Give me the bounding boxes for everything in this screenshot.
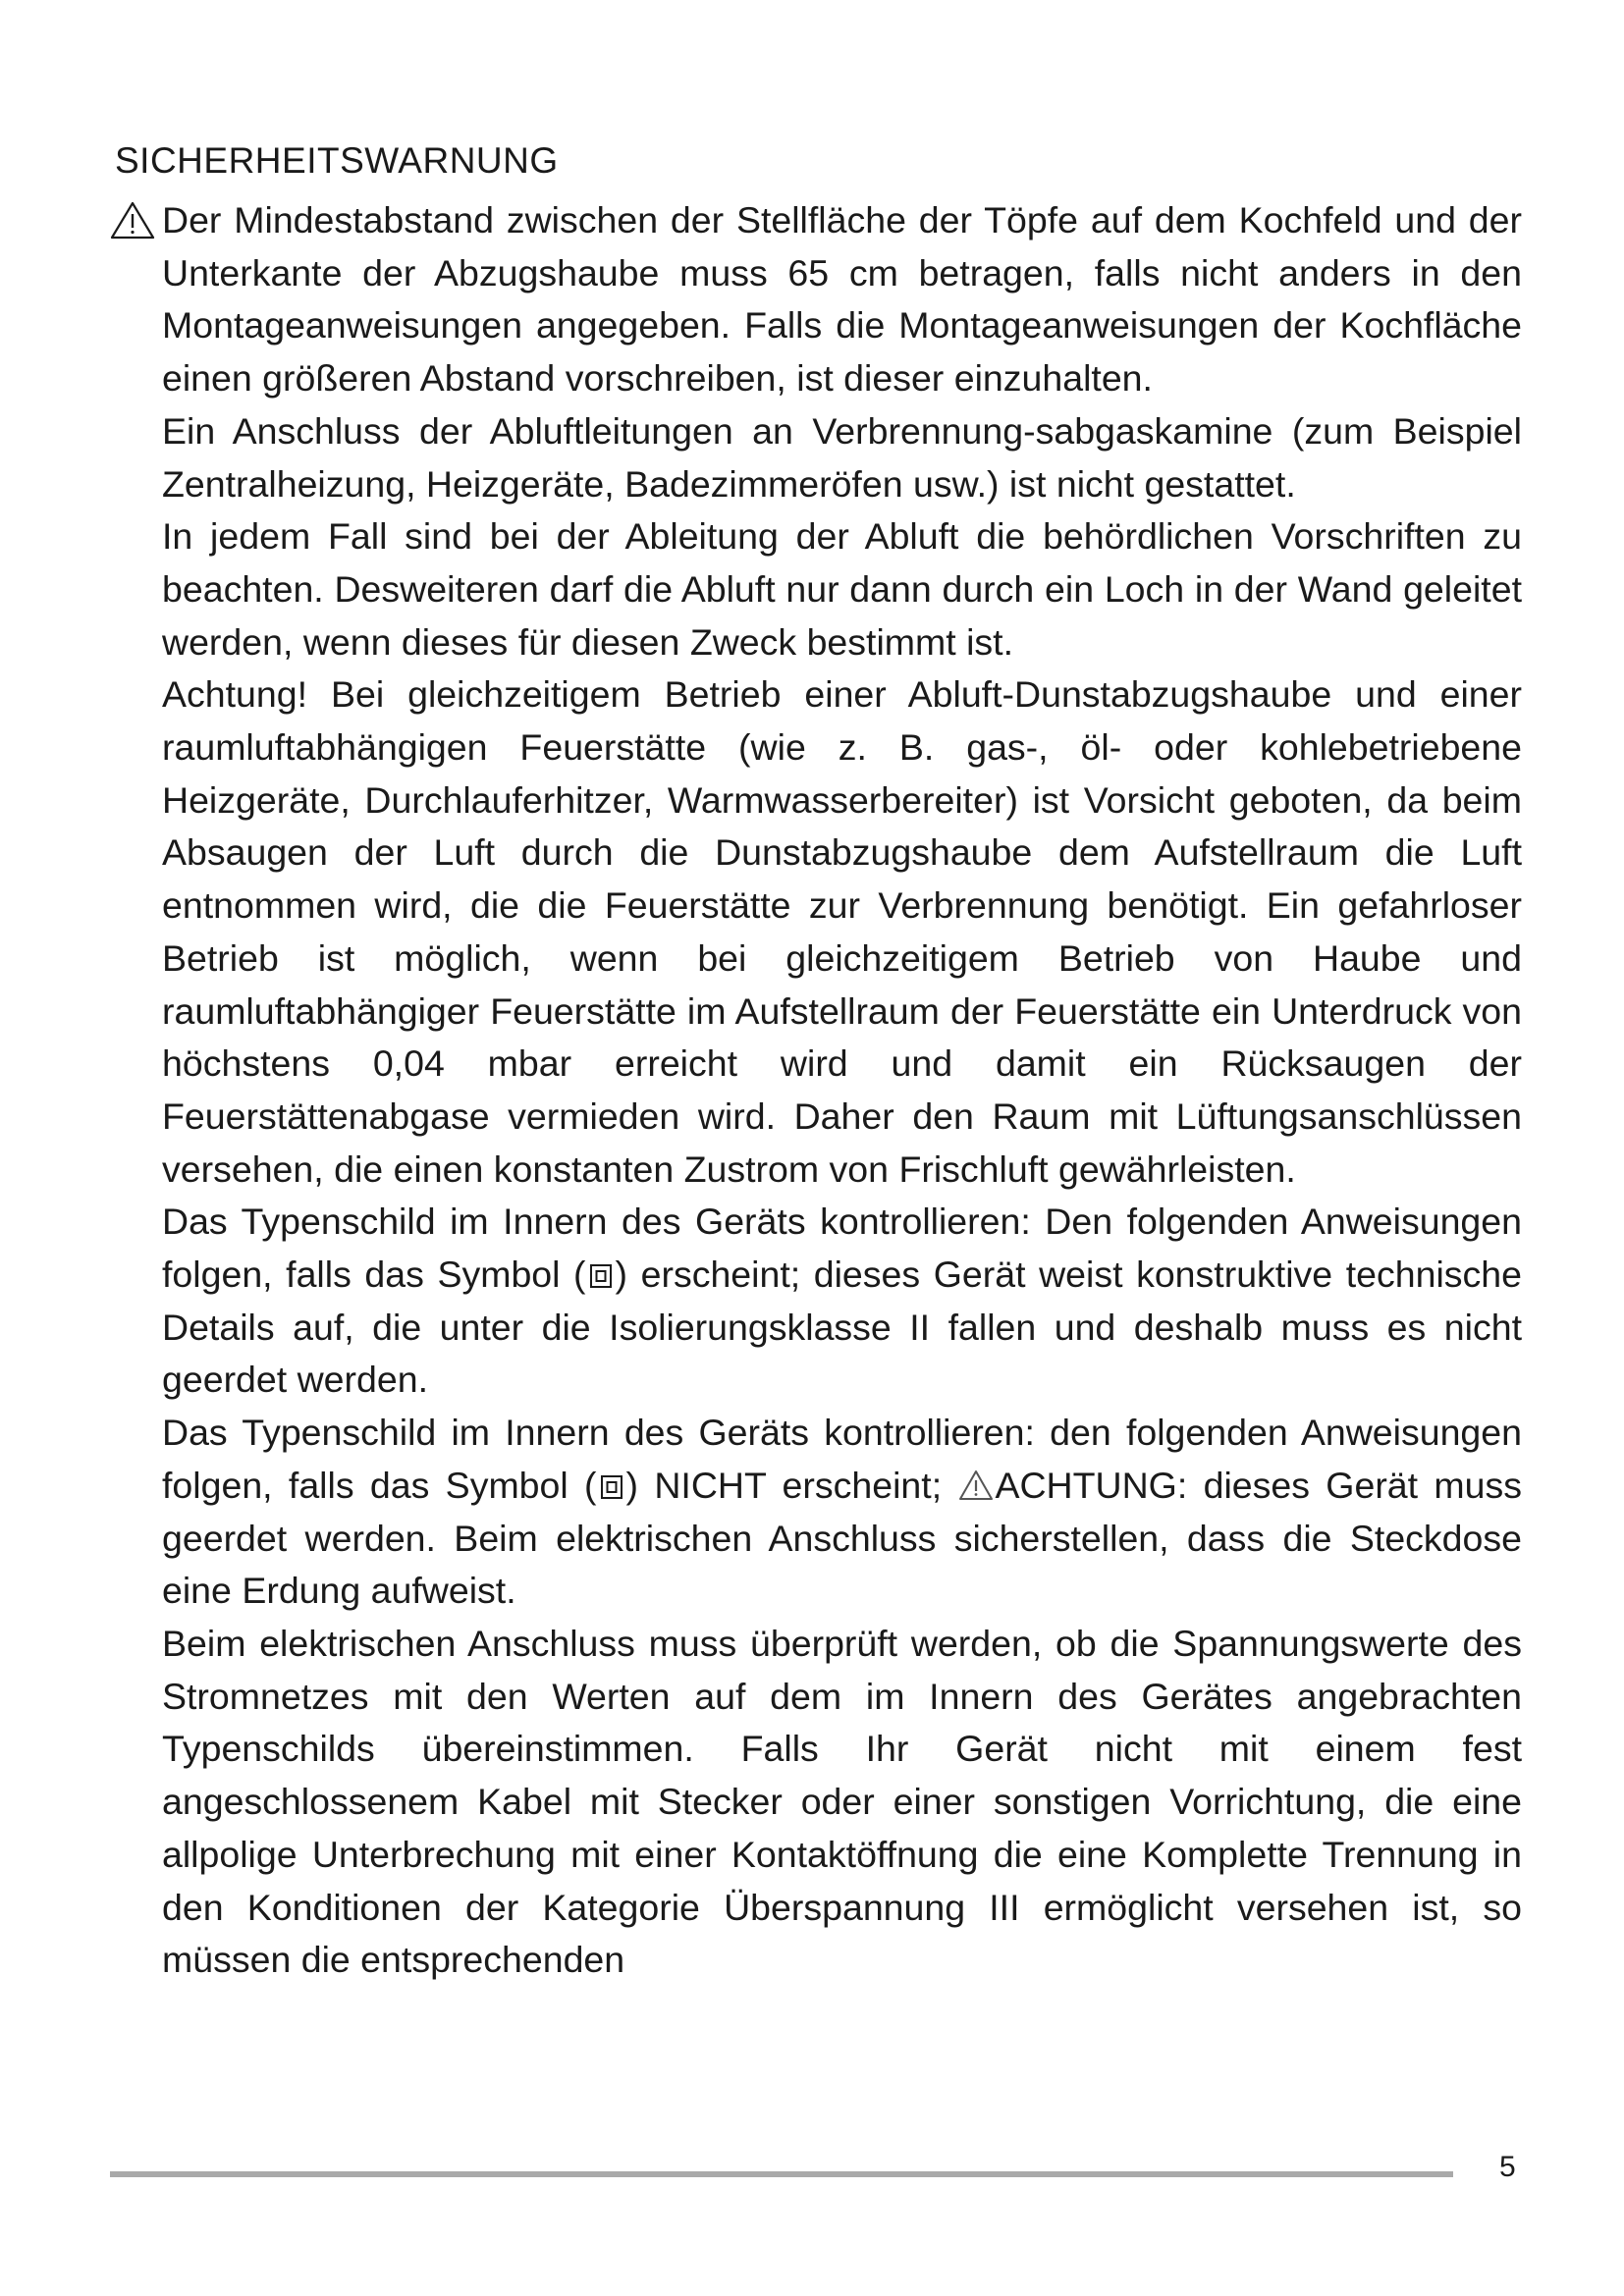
paragraph-text: ACHTUNG: dieses Gerät muss geerdet werden. Beim elektrischen Anschluss sicherstellen, dass die Steckdose eine Erdung aufweist. (162, 1464, 1522, 1612)
paragraph-text: ) NICHT erscheint; (625, 1464, 958, 1506)
paragraph-grounding (162, 1407, 1522, 1618)
paragraph-voltage-check: Beim elektrischen Anschluss muss überprüft werden, ob die Spannungswerte des Stromnetzes mit den Werten auf dem im Innern des Gerätes angebrachten Typenschilds übereinstimmen. Falls Ihr Gerät nicht mit einem fest angeschlossenem Kabel mit Stecker oder einer sonstigen Vorrichtung, die eine allpolige Unterbrechung mit einer Kontaktöffnung die eine Komplette Trennung in den Konditionen der Kategorie Überspannung III ermöglicht versehen ist, so müssen die entsprechenden (162, 1622, 1522, 1981)
paragraph-text: ) erscheint; dieses Gerät weist konstruktive technische Details auf, die unter die Isolierungsklasse II fallen und deshalb muss es nicht geerdet werden. (162, 1254, 1522, 1401)
paragraph-class-ii-symbol (162, 1196, 1522, 1407)
warning-triangle-icon (110, 200, 155, 240)
paragraph-text: Das Typenschild im Innern des Geräts kontrollieren: den folgenden Anweisungen folgen, falls das Symbol ( (162, 1412, 1522, 1506)
section-heading: SICHERHEITSWARNUNG (115, 140, 559, 181)
double-square-class-ii-icon (599, 1472, 624, 1502)
double-square-class-ii-icon (588, 1261, 614, 1291)
paragraph-regulations: In jedem Fall sind bei der Ableitung der Abluft die behördlichen Vorschriften zu beachten. Desweiteren darf die Abluft nur dann durch ein Loch in der Wand geleitet werden, wenn dieses für diesen Zweck bestimmt ist. (162, 515, 1522, 663)
warning-triangle-icon (958, 1469, 994, 1501)
footer-divider (110, 2171, 1453, 2177)
paragraph-exhaust-connection: Ein Anschluss der Abluftleitungen an Verbrennung-sabgaskamine (zum Beispiel Zentralheizung, Heizgeräte, Badezimmeröfen usw.) ist nicht gestattet. (162, 409, 1522, 505)
paragraph-minimum-distance: Der Mindestabstand zwischen der Stellfläche der Töpfe auf dem Kochfeld und der Unterkante der Abzugshaube muss 65 cm betragen, falls nicht anders in den Montageanweisungen angegeben. Falls die Montageanweisungen der Kochfläche einen größeren Abstand vorschreiben, ist dieser einzuhalten. (162, 199, 1522, 400)
page-number: 5 (1499, 2151, 1516, 2183)
safety-warning-text (162, 194, 1522, 1987)
paragraph-fireplace-caution: Achtung! Bei gleichzeitigem Betrieb einer Abluft-Dunstabzugshaube und einer raumluftabhängigen Feuerstätte (wie z. B. gas-, öl- oder kohlebetriebene Heizgeräte, Durchlauferhitzer, Warmwasserbereiter) ist Vorsicht geboten, da beim Absaugen der Luft durch die Dunstabzugshaube dem Aufstellraum die Luft entnommen wird, die die Feuerstätte zur Verbrennung benötigt. Ein gefahrloser Betrieb ist möglich, wenn bei gleichzeitigem Betrieb von Haube und raumluftabhängiger Feuerstätte im Aufstellraum der Feuerstätte ein Unterdruck von höchstens 0,04 mbar erreicht wird und damit ein Rücksaugen der Feuerstättenabgase vermieden wird. Daher den Raum mit Lüftungsanschlüssen versehen, die einen konstanten Zustrom von Frischluft gewährleisten. (162, 673, 1522, 1190)
paragraph-text: Das Typenschild im Innern des Geräts kontrollieren: Den folgenden Anweisungen folgen, falls das Symbol ( (162, 1201, 1522, 1296)
